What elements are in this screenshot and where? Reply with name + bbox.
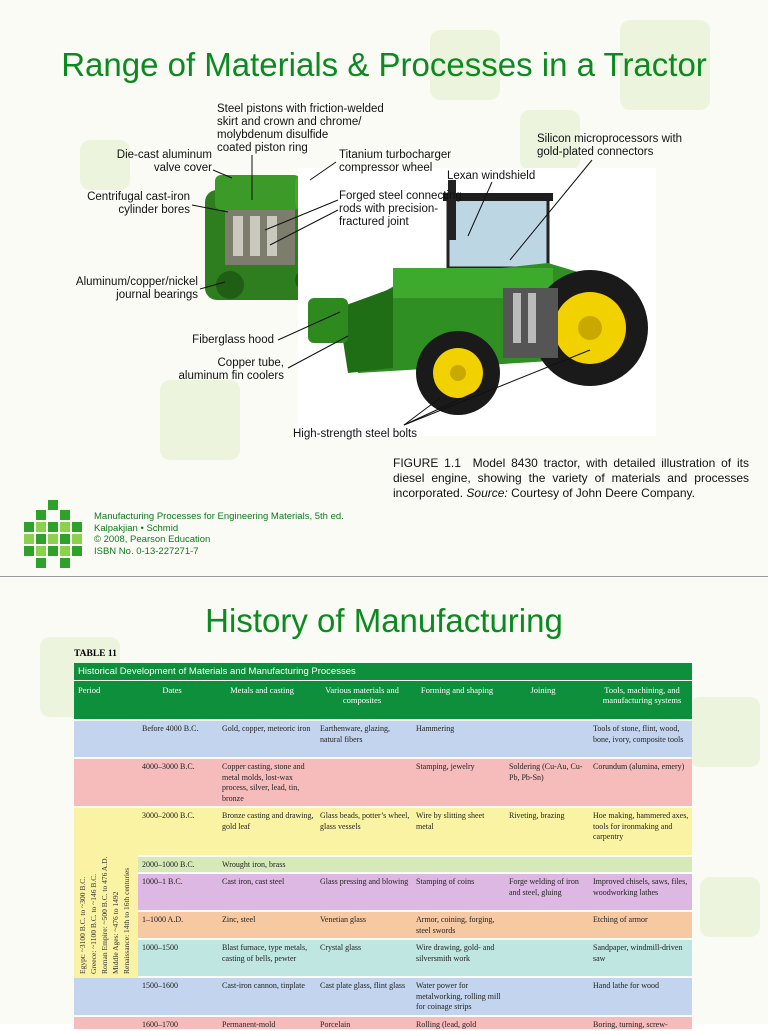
table-cell-metals: Cast iron, cast steel xyxy=(222,877,285,886)
header-tools: Tools, machining, and manufacturing systems xyxy=(602,685,682,705)
table-cell-dates: 4000–3000 B.C. xyxy=(142,762,195,771)
period-egypt: Egypt: ~3100 B.C. to ~300 B.C. xyxy=(78,876,87,974)
label-steel-bolts: High-strength steel bolts xyxy=(293,428,418,440)
period-column xyxy=(74,808,138,978)
table-cell-forming: Wire drawing, gold- and silversmith work xyxy=(416,943,495,963)
table-cell-materials: Glass pressing and blowing xyxy=(320,877,409,886)
table-cell-forming: Stamping of coins xyxy=(416,877,475,886)
table-row xyxy=(74,1017,692,1029)
table-cell-joining: Soldering (Cu-Au, Cu-Pb, Pb-Sn) xyxy=(509,762,583,782)
slide-title: History of Manufacturing xyxy=(205,602,563,639)
table-header xyxy=(74,681,692,719)
table-row xyxy=(74,912,692,938)
table-cell-tools: Boring, turning, screw- xyxy=(593,1020,668,1029)
label-microprocessors: Silicon microprocessors with gold-plated connectors xyxy=(537,133,683,158)
table-cell-forming: Stamping, jewelry xyxy=(416,762,475,771)
label-connecting-rods: Forged steel connecting rods with precision- fractured joint xyxy=(339,190,462,228)
table-cell-joining: Riveting, brazing xyxy=(509,811,565,820)
table-cell-forming: Rolling (lead, gold xyxy=(416,1020,477,1029)
table-cell-tools: Hand lathe for wood xyxy=(593,981,659,990)
table-cell-forming: Hammering xyxy=(416,724,455,733)
table-cell-materials: Crystal glass xyxy=(320,943,362,952)
table-cell-dates: 1500–1600 xyxy=(142,981,178,990)
header-materials: Various materials and composites xyxy=(325,685,399,705)
table-cell-metals: Zinc, steel xyxy=(222,915,256,924)
header-period: Period xyxy=(78,685,101,695)
table-cell-metals: Copper casting, stone and metal molds, lost-wax process, silver, lead, tin, bronze xyxy=(222,762,305,803)
table-cell-tools: Tools of stone, flint, wood, bone, ivory, composite tools xyxy=(593,724,684,744)
table-cell-dates: 1000–1500 xyxy=(142,943,178,952)
table-row xyxy=(74,721,692,757)
label-windshield: Lexan windshield xyxy=(447,170,536,182)
table-cell-dates: 2000–1000 B.C. xyxy=(142,860,195,869)
table-cell-dates: Before 4000 B.C. xyxy=(142,724,199,733)
table-row xyxy=(74,808,692,855)
table-row xyxy=(74,874,692,910)
period-greece: Greece: ~1100 B.C. to ~146 B.C. xyxy=(89,873,98,974)
table-cell-dates: 3000–2000 B.C. xyxy=(142,811,195,820)
table-cell-dates: 1000–1 B.C. xyxy=(142,877,183,886)
label-pistons: Steel pistons with friction-welded skirt and crown and chrome/ molybdenum disulfide coated piston ring xyxy=(217,103,384,154)
table-label: TABLE 11 xyxy=(74,649,117,659)
label-valve-cover: Die-cast aluminum valve cover xyxy=(116,149,212,174)
label-fiberglass-hood: Fiberglass hood xyxy=(192,334,274,346)
table-cell-materials: Venetian glass xyxy=(320,915,366,924)
table-cell-forming: Armor, coining, forging, steel swords xyxy=(416,915,495,935)
table-cell-tools: Sandpaper, windmill-driven saw xyxy=(593,943,683,963)
table-cell-tools: Corundum (alumina, emery) xyxy=(593,762,685,771)
table-row xyxy=(74,978,692,1015)
table-cell-materials: Earthenware, glazing, natural fibers xyxy=(320,724,390,744)
table-cell-metals: Bronze casting and drawing, gold leaf xyxy=(222,811,314,831)
figure-caption: FIGURE 1.1 Model 8430 tractor, with detailed illustration of its diesel engine, showing the variety of materials and processes incorporated. Source: Courtesy of John Deere Company. xyxy=(393,456,749,500)
publisher-logo xyxy=(18,496,90,572)
table-row xyxy=(74,857,692,872)
header-dates: Dates xyxy=(162,685,182,695)
label-coolers: Copper tube, aluminum fin coolers xyxy=(178,357,284,382)
table-cell-dates: 1600–1700 xyxy=(142,1020,178,1029)
table-cell-tools: Etching of armor xyxy=(593,915,648,924)
label-journal-bearings: Aluminum/copper/nickel journal bearings xyxy=(75,276,198,301)
table-cell-metals: Wrought iron, brass xyxy=(222,860,286,869)
table-cell-tools: Hoe making, hammered axes, tools for ironmaking and carpentry xyxy=(593,811,689,841)
table-cell-materials: Cast plate glass, flint glass xyxy=(320,981,406,990)
table-row xyxy=(74,759,692,806)
table-cell-metals: Blast furnace, type metals, casting of bells, pewter xyxy=(222,943,308,963)
header-forming: Forming and shaping xyxy=(420,685,494,695)
header-joining: Joining xyxy=(530,685,556,695)
label-cylinder-bores: Centrifugal cast-iron cylinder bores xyxy=(87,191,190,216)
table-cell-forming: Water power for metalworking, rolling mill for coinage strips xyxy=(416,981,501,1011)
period-roman: Roman Empire: ~500 B.C. to 476 A.D. xyxy=(100,856,109,974)
table-cell-materials: Glass beads, potter’s wheel, glass vessels xyxy=(320,811,410,831)
slide-title: Range of Materials & Processes in a Tractor xyxy=(61,46,707,83)
table-cell-joining: Forge welding of iron and steel, gluing xyxy=(509,877,579,897)
table-row xyxy=(74,940,692,976)
table-cell-metals: Permanent-mold xyxy=(222,1020,276,1029)
period-renaissance: Renaissance: 14th to 16th centuries xyxy=(122,867,131,974)
table-cell-tools: Improved chisels, saws, files, woodworking lathes xyxy=(593,877,688,897)
period-middle-ages: Middle Ages: ~476 to 1492 xyxy=(111,891,120,974)
table-cell-materials: Porcelain xyxy=(320,1020,351,1029)
table-cell-metals: Cast-iron cannon, tinplate xyxy=(222,981,305,990)
label-turbocharger: Titanium turbocharger compressor wheel xyxy=(339,149,452,174)
table-cell-metals: Gold, copper, meteoric iron xyxy=(222,724,311,733)
table-cell-dates: 1–1000 A.D. xyxy=(142,915,184,924)
header-metals: Metals and casting xyxy=(230,685,294,695)
table-title: Historical Development of Materials and Manufacturing Processes xyxy=(74,663,692,680)
table-cell-forming: Wire by slitting sheet metal xyxy=(416,811,485,831)
footer-citation: Manufacturing Processes for Engineering Materials, 5th ed. Kalpakjian • Schmid © 2008, Pearson Education ISBN No. 0-13-227271-7 xyxy=(94,511,344,557)
